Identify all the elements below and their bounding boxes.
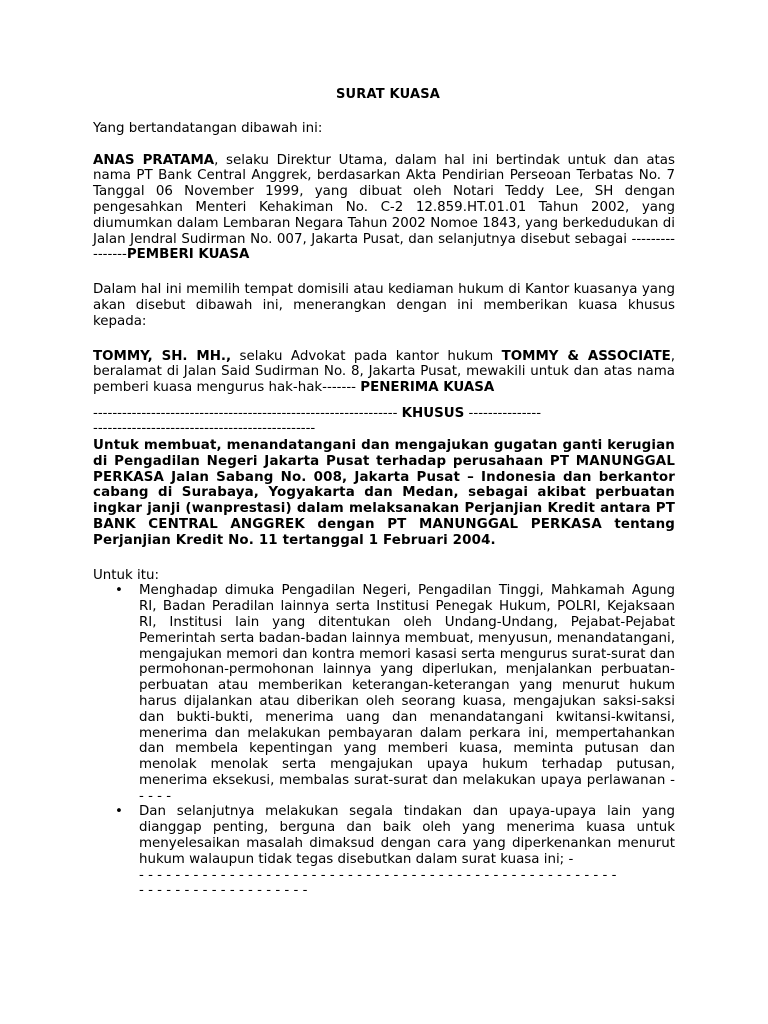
authority-list bbox=[93, 583, 675, 899]
untuk-itu-label: Untuk itu: bbox=[93, 567, 160, 583]
khusus-dashes-before: --------------------------------------------------------------- bbox=[93, 405, 402, 421]
khusus-dashes-after: --------------- bbox=[464, 405, 542, 421]
closing-dashes-line-2: - - - - - - - - - - - - - - - - - - - bbox=[139, 883, 308, 899]
recipient-text-1: selaku Advokat pada kantor hukum bbox=[231, 348, 502, 364]
khusus-divider bbox=[93, 406, 675, 421]
purpose-paragraph: Untuk membuat, menandatangani dan mengajukan gugatan ganti kerugian di Pengadilan Negeri Jakarta Pusat terhadap perusahaan PT MANUNGGAL PERKASA Jalan Sabang No. 008, Jakarta Pusat – Indonesia dan berkantor cabang di Surabaya, Yogyakarta dan Medan, sebagai akibat perbuatan ingkar janji (wanprestasi) dalam melaksanakan Perjanjian Kredit antara PT BANK CENTRAL ANGGREK dengan PT MANUNGGAL PERKASA tentang Perjanjian Kredit No. 11 tertanggal 1 Februari 2004. bbox=[93, 437, 675, 548]
recipient-firm: TOMMY & ASSOCIATE bbox=[501, 348, 671, 364]
grantor-paragraph bbox=[93, 153, 675, 264]
khusus-label: KHUSUS bbox=[401, 405, 465, 421]
document-body bbox=[93, 87, 675, 899]
list-item-text: Dan selanjutnya melakukan segala tindakan dan upaya-upaya lain yang dianggap penting, berguna dan baik oleh yang menerima kuasa untuk menyelesaikan masalah dimaksud dengan cara yang diperkenankan menurut hukum walaupun tidak tegas disebutkan dalam surat kuasa ini; - bbox=[139, 804, 675, 867]
document-title: SURAT KUASA bbox=[335, 87, 441, 102]
list-item bbox=[93, 583, 675, 804]
recipient-paragraph bbox=[93, 349, 675, 396]
recipient-role: PENERIMA KUASA bbox=[360, 380, 495, 396]
recipient-text-2: , beralamat di Jalan Said Sudirman No. 8, Jakarta Pusat, mewakili untuk dan atas nama pemberi kuasa mengurus hak-hak------- bbox=[93, 348, 675, 396]
bullet-icon: • bbox=[115, 804, 123, 820]
grantor-role: PEMBERI KUASA bbox=[126, 247, 250, 263]
khusus-divider-line-2: ---------------------------------------------- bbox=[93, 420, 316, 436]
grantor-text: , selaku Direktur Utama, dalam hal ini bertindak untuk dan atas nama PT Bank Central Anggrek, berdasarkan Akta Pendirian Perseoan Terbatas No. 7 Tanggal 06 November 1999, yang dibuat oleh Notari Teddy Lee, SH dengan pengesahkan Menteri Kehakiman No. C-2 12.859.HT.01.01 Tahun 2002, yang diumumkan dalam Lembaran Negara Tahun 2002 Nomoe 1843, yang berkedudukan di Jalan Jendral Sudirman No. 007, Jakarta Pusat, dan selanjutnya disebut sebagai ---------------- bbox=[93, 152, 675, 263]
domicile-paragraph: Dalam hal ini memilih tempat domisili atau kediaman hukum di Kantor kuasanya yang akan disebut dibawah ini, menerangkan dengan ini memberikan kuasa khusus kepada: bbox=[93, 282, 675, 329]
recipient-name: TOMMY, SH. MH., bbox=[93, 348, 232, 364]
list-item bbox=[93, 804, 675, 899]
list-item-text: Menghadap dimuka Pengadilan Negeri, Pengadilan Tinggi, Mahkamah Agung RI, Badan Peradilan lainnya serta Institusi Penegak Hukum, POLRI, Kejaksaan RI, Institusi lain yang ditentukan oleh Undang-Undang, Pejabat-Pejabat Pemerintah serta badan-badan lainnya membuat, menyusun, menandatangani, mengajukan memori dan kontra memori kasasi serta mengurus surat-surat dan permohonan-permohonan lainnya yang diperlukan, menjalankan perbuatan-perbuatan atau memberikan keterangan-keterangan yang menurut hukum harus dijalankan atau diberikan oleh seorang kuasa, mengajukan saksi-saksi dan bukti-bukti, menerima uang dan menandatangani kwitansi-kwitansi, menerima dan melakukan pembayaran dalam perkara ini, mempertahankan dan membela kepentingan yang memberi kuasa, meminta putusan dan menolak menolak serta mengajukan upaya hukum terhadap putusan, menerima eksekusi, membalas surat-surat dan melakukan upaya perlawanan - - - - - bbox=[139, 583, 675, 804]
grantor-name: ANAS PRATAMA bbox=[93, 152, 215, 168]
bullet-icon: • bbox=[115, 583, 123, 599]
closing-dashes-line-1: - - - - - - - - - - - - - - - - - - - - - - - - - - - - - - - - - - - - - - - - - - - - - - - - - - - - - bbox=[139, 867, 617, 883]
intro-text: Yang bertandatangan dibawah ini: bbox=[93, 120, 323, 136]
